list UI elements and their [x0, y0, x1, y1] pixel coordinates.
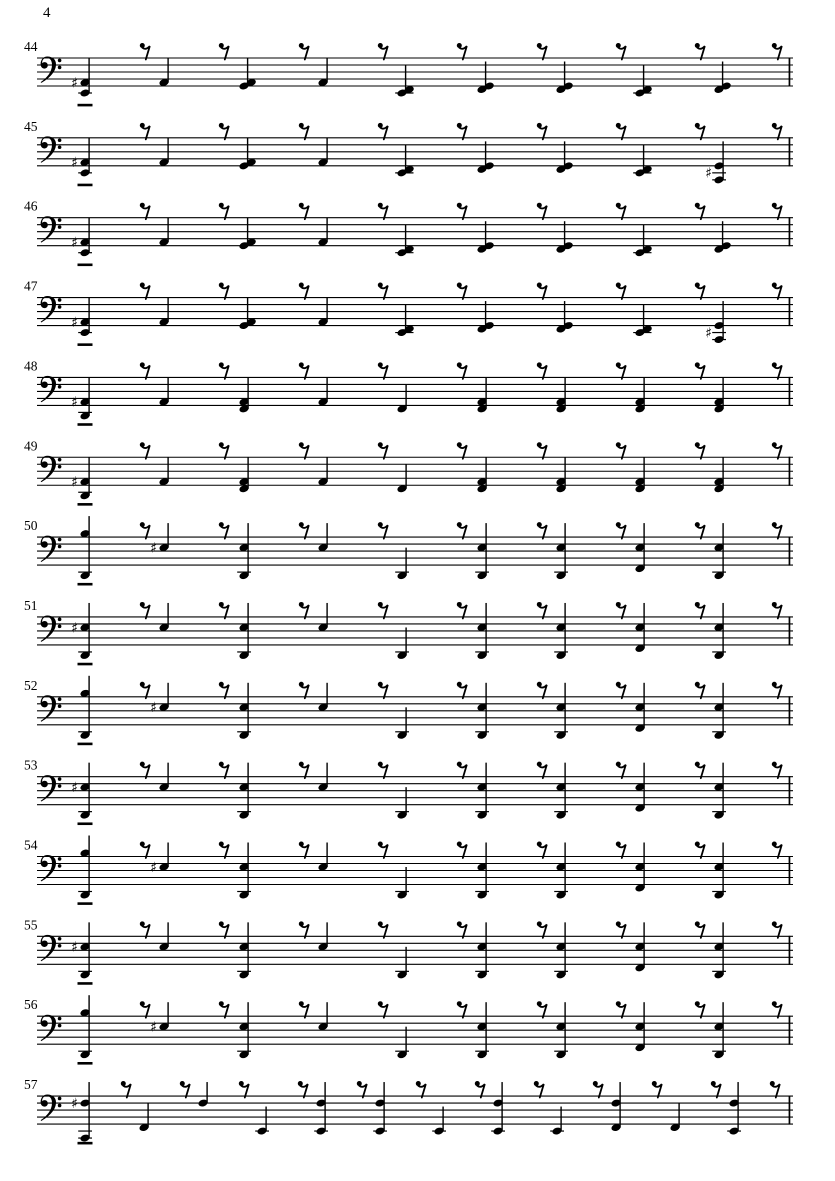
- system-56: [24, 995, 793, 1064]
- system-52: [24, 676, 793, 745]
- barline: [789, 936, 791, 965]
- eighth-rest: [140, 203, 150, 220]
- eighth-rest: [772, 522, 782, 539]
- chord-note: [635, 377, 646, 413]
- eighth-rest: [695, 123, 705, 140]
- measure-number: 49: [24, 438, 38, 454]
- eighth-rest: [457, 283, 467, 300]
- chord-note: [635, 922, 646, 972]
- eighth-rest: [616, 123, 626, 140]
- chord-note: [714, 377, 725, 413]
- eighth-rest: [616, 762, 626, 779]
- chord-note: [556, 457, 567, 493]
- eighth-rest: [219, 522, 229, 539]
- eighth-rest: [140, 682, 150, 699]
- chord-note: [714, 221, 732, 254]
- clef-dot: [58, 138, 62, 142]
- note: [432, 1107, 446, 1136]
- eighth-rest: [457, 123, 467, 140]
- eighth-rest: [180, 1081, 190, 1098]
- thick-ledger: [78, 1062, 93, 1065]
- sharp-icon: ♯: [705, 325, 712, 342]
- eighth-rest: [772, 921, 782, 938]
- eighth-rest: [652, 1081, 662, 1098]
- thick-ledger: [78, 982, 93, 985]
- eighth-rest: [416, 1081, 426, 1098]
- clef-dot: [58, 305, 62, 309]
- eighth-rest: [695, 203, 705, 220]
- barline: [789, 1016, 791, 1045]
- eighth-rest: [537, 362, 547, 379]
- eighth-rest: [695, 283, 705, 300]
- clef-dot: [58, 618, 62, 622]
- eighth-rest: [534, 1081, 544, 1098]
- eighth-rest: [121, 1081, 131, 1098]
- system-47: [24, 279, 793, 346]
- chord-note: [556, 141, 574, 174]
- sharp-icon: ♯: [71, 620, 78, 637]
- eighth-rest: [457, 602, 467, 619]
- chord-note: [556, 377, 567, 413]
- measure-number: 54: [24, 837, 38, 853]
- eighth-rest: [695, 762, 705, 779]
- sharp-icon: ♯: [71, 474, 78, 491]
- system-49: [24, 438, 793, 505]
- eighth-rest: [457, 362, 467, 379]
- clef-dot: [58, 538, 62, 542]
- eighth-rest: [695, 921, 705, 938]
- eighth-rest: [378, 362, 388, 379]
- note: [395, 947, 409, 980]
- system-54: [24, 836, 793, 905]
- note: [395, 1027, 409, 1060]
- chord-note: [314, 1082, 328, 1136]
- chord-note: [714, 457, 725, 493]
- eighth-rest: [219, 283, 229, 300]
- eighth-rest: [378, 203, 388, 220]
- system-44: [24, 39, 793, 106]
- eighth-rest: [616, 203, 626, 220]
- clef-dot: [58, 458, 62, 462]
- thick-ledger: [78, 104, 93, 107]
- eighth-rest: [239, 1081, 249, 1098]
- measure-number: 51: [24, 597, 38, 613]
- eighth-rest: [770, 1081, 780, 1098]
- eighth-rest: [299, 123, 309, 140]
- eighth-rest: [140, 43, 150, 60]
- eighth-rest: [695, 1001, 705, 1018]
- sharp-icon: ♯: [150, 540, 157, 557]
- eighth-rest: [299, 362, 309, 379]
- eighth-rest: [457, 682, 467, 699]
- eighth-rest: [537, 602, 547, 619]
- eighth-rest: [537, 842, 547, 859]
- measure-number: 47: [24, 278, 38, 294]
- system-46: [24, 199, 793, 266]
- eighth-rest: [378, 522, 388, 539]
- eighth-rest: [772, 442, 782, 459]
- sharp-icon: ♯: [705, 165, 712, 182]
- chord-note: [705, 301, 726, 344]
- chord-note: [71, 603, 92, 665]
- eighth-rest: [299, 522, 309, 539]
- eighth-rest: [299, 762, 309, 779]
- clef-dot: [58, 944, 62, 948]
- chord-note: [556, 301, 574, 334]
- sharp-icon: ♯: [150, 1019, 157, 1036]
- measure-number: 45: [24, 118, 38, 134]
- eighth-rest: [299, 43, 309, 60]
- note: [255, 1107, 269, 1136]
- clef-dot: [58, 1097, 62, 1101]
- sharp-icon: ♯: [71, 939, 78, 956]
- clef-dot: [58, 937, 62, 941]
- chord-note: [477, 221, 495, 254]
- eighth-rest: [695, 522, 705, 539]
- eighth-rest: [140, 522, 150, 539]
- chord-note: [395, 305, 414, 338]
- eighth-rest: [457, 203, 467, 220]
- eighth-rest: [299, 283, 309, 300]
- clef-dot: [58, 1024, 62, 1028]
- chord-note: [71, 922, 92, 984]
- eighth-rest: [616, 921, 626, 938]
- thick-ledger: [78, 503, 93, 506]
- note: [395, 548, 409, 581]
- measure-number: 46: [24, 198, 38, 214]
- eighth-rest: [378, 842, 388, 859]
- barline: [789, 616, 791, 645]
- chord-note: [395, 225, 414, 258]
- thick-ledger: [78, 743, 93, 746]
- clef-dot: [58, 545, 62, 549]
- chord-note: [239, 377, 250, 413]
- eighth-rest: [457, 921, 467, 938]
- thick-ledger: [78, 1142, 93, 1145]
- eighth-rest: [695, 442, 705, 459]
- eighth-rest: [772, 43, 782, 60]
- thick-ledger: [78, 902, 93, 905]
- note: [395, 787, 409, 820]
- clef-dot: [58, 145, 62, 149]
- note: [395, 627, 409, 660]
- system-55: [24, 917, 793, 984]
- sharp-icon: ♯: [71, 1095, 78, 1112]
- barline: [789, 537, 791, 566]
- eighth-rest: [357, 1081, 367, 1098]
- clef-dot: [58, 298, 62, 302]
- eighth-rest: [219, 1001, 229, 1018]
- thick-ledger: [78, 423, 93, 426]
- eighth-rest: [140, 842, 150, 859]
- eighth-rest: [772, 123, 782, 140]
- eighth-rest: [537, 522, 547, 539]
- chord-note: [635, 457, 646, 493]
- chord-note: [633, 145, 652, 178]
- barline: [789, 297, 791, 326]
- eighth-rest: [695, 842, 705, 859]
- note: [198, 1082, 209, 1108]
- eighth-rest: [299, 442, 309, 459]
- thick-ledger: [78, 663, 93, 666]
- system-53: [24, 758, 793, 825]
- eighth-rest: [616, 522, 626, 539]
- chord-note: [395, 145, 414, 178]
- eighth-rest: [695, 362, 705, 379]
- eighth-rest: [457, 522, 467, 539]
- eighth-rest: [772, 1001, 782, 1018]
- clef-dot: [58, 385, 62, 389]
- eighth-rest: [378, 602, 388, 619]
- eighth-rest: [140, 762, 150, 779]
- eighth-rest: [537, 921, 547, 938]
- barline: [789, 776, 791, 805]
- eighth-rest: [537, 442, 547, 459]
- eighth-rest: [457, 842, 467, 859]
- chord-note: [705, 141, 726, 184]
- eighth-rest: [140, 283, 150, 300]
- chord-note: [635, 603, 646, 653]
- eighth-rest: [772, 203, 782, 220]
- eighth-rest: [772, 762, 782, 779]
- sharp-icon: ♯: [71, 314, 78, 331]
- chord-note: [633, 65, 652, 98]
- eighth-rest: [219, 602, 229, 619]
- sharp-icon: ♯: [150, 859, 157, 876]
- measure-number: 44: [24, 39, 38, 54]
- measure-number: 55: [24, 917, 38, 933]
- clef-dot: [58, 66, 62, 70]
- chord-note: [477, 301, 495, 334]
- clef-dot: [58, 697, 62, 701]
- eighth-rest: [616, 442, 626, 459]
- eighth-rest: [772, 602, 782, 619]
- clef-dot: [58, 784, 62, 788]
- clef-dot: [58, 1104, 62, 1108]
- eighth-rest: [378, 762, 388, 779]
- clef-dot: [58, 465, 62, 469]
- system-57: [24, 1077, 793, 1144]
- clef-dot: [58, 704, 62, 708]
- thick-ledger: [78, 184, 93, 187]
- eighth-rest: [537, 1001, 547, 1018]
- eighth-rest: [219, 43, 229, 60]
- eighth-rest: [537, 762, 547, 779]
- eighth-rest: [772, 682, 782, 699]
- clef-dot: [58, 59, 62, 63]
- sharp-icon: ♯: [150, 700, 157, 717]
- chord-note: [556, 62, 574, 95]
- eighth-rest: [219, 362, 229, 379]
- sharp-icon: ♯: [71, 394, 78, 411]
- system-48: [24, 358, 793, 425]
- eighth-rest: [378, 43, 388, 60]
- chord-note: [477, 141, 495, 174]
- clef-dot: [58, 625, 62, 629]
- sharp-icon: ♯: [71, 75, 78, 92]
- eighth-rest: [616, 842, 626, 859]
- measure-number: 52: [24, 677, 38, 693]
- note: [395, 707, 409, 740]
- eighth-rest: [378, 921, 388, 938]
- barline: [789, 1096, 791, 1125]
- barline: [789, 217, 791, 246]
- eighth-rest: [695, 43, 705, 60]
- clef-dot: [58, 857, 62, 861]
- clef-dot: [58, 378, 62, 382]
- eighth-rest: [475, 1081, 485, 1098]
- eighth-rest: [299, 682, 309, 699]
- barline: [789, 137, 791, 166]
- barline: [789, 58, 791, 87]
- eighth-rest: [140, 602, 150, 619]
- chord-note: [611, 1082, 622, 1132]
- clef-dot: [58, 1017, 62, 1021]
- measure-number: 53: [24, 757, 38, 773]
- measure-number: 48: [24, 358, 38, 374]
- eighth-rest: [299, 921, 309, 938]
- chord-note: [477, 457, 488, 493]
- barline: [789, 377, 791, 406]
- chord-note: [239, 457, 250, 493]
- clef-dot: [58, 777, 62, 781]
- eighth-rest: [537, 682, 547, 699]
- eighth-rest: [378, 283, 388, 300]
- eighth-rest: [219, 203, 229, 220]
- chord-note: [477, 377, 488, 413]
- eighth-rest: [616, 1001, 626, 1018]
- eighth-rest: [537, 43, 547, 60]
- barline: [789, 856, 791, 885]
- eighth-rest: [219, 921, 229, 938]
- eighth-rest: [140, 123, 150, 140]
- eighth-rest: [219, 442, 229, 459]
- thick-ledger: [78, 343, 93, 346]
- eighth-rest: [378, 123, 388, 140]
- eighth-rest: [772, 283, 782, 300]
- eighth-rest: [695, 682, 705, 699]
- eighth-rest: [378, 1001, 388, 1018]
- clef-dot: [58, 218, 62, 222]
- eighth-rest: [537, 283, 547, 300]
- eighth-rest: [537, 123, 547, 140]
- eighth-rest: [299, 1001, 309, 1018]
- eighth-rest: [299, 203, 309, 220]
- chord-note: [373, 1082, 387, 1136]
- chord-note: [71, 1082, 92, 1144]
- barline: [789, 696, 791, 725]
- eighth-rest: [457, 43, 467, 60]
- eighth-rest: [219, 682, 229, 699]
- note: [395, 867, 409, 900]
- eighth-rest: [140, 362, 150, 379]
- chord-note: [556, 221, 574, 254]
- eighth-rest: [140, 921, 150, 938]
- eighth-rest: [457, 762, 467, 779]
- eighth-rest: [616, 682, 626, 699]
- eighth-rest: [219, 123, 229, 140]
- clef-dot: [58, 225, 62, 229]
- eighth-rest: [219, 842, 229, 859]
- eighth-rest: [616, 602, 626, 619]
- eighth-rest: [378, 442, 388, 459]
- thick-ledger: [78, 822, 93, 825]
- chord-note: [635, 843, 646, 893]
- eighth-rest: [695, 602, 705, 619]
- eighth-rest: [457, 442, 467, 459]
- note: [550, 1107, 564, 1136]
- eighth-rest: [772, 362, 782, 379]
- chord-note: [635, 763, 646, 813]
- sharp-icon: ♯: [71, 155, 78, 172]
- page-number: 4: [43, 5, 51, 21]
- eighth-rest: [616, 43, 626, 60]
- sharp-icon: ♯: [71, 235, 78, 251]
- chord-note: [633, 225, 652, 258]
- system-45: [24, 119, 793, 186]
- chord-note: [71, 763, 92, 825]
- chord-note: [477, 62, 495, 95]
- chord-note: [633, 305, 652, 338]
- eighth-rest: [457, 1001, 467, 1018]
- measure-number: 57: [24, 1077, 38, 1093]
- eighth-rest: [219, 762, 229, 779]
- eighth-rest: [140, 442, 150, 459]
- eighth-rest: [537, 203, 547, 220]
- eighth-rest: [616, 362, 626, 379]
- eighth-rest: [711, 1081, 721, 1098]
- chord-note: [635, 1002, 646, 1052]
- chord-note: [635, 523, 646, 573]
- chord-note: [491, 1082, 505, 1136]
- chord-note: [395, 65, 414, 98]
- system-50: [24, 516, 793, 585]
- eighth-rest: [299, 842, 309, 859]
- chord-note: [635, 683, 646, 733]
- thick-ledger: [78, 583, 93, 586]
- eighth-rest: [299, 602, 309, 619]
- eighth-rest: [616, 283, 626, 300]
- measure-number: 56: [24, 997, 38, 1013]
- system-51: [24, 598, 793, 665]
- eighth-rest: [772, 842, 782, 859]
- chord-note: [714, 62, 732, 95]
- clef-dot: [58, 864, 62, 868]
- eighth-rest: [298, 1081, 308, 1098]
- thick-ledger: [78, 264, 93, 267]
- barline: [789, 457, 791, 486]
- eighth-rest: [140, 1001, 150, 1018]
- eighth-rest: [378, 682, 388, 699]
- chord-note: [727, 1082, 741, 1136]
- sharp-icon: ♯: [71, 779, 78, 796]
- eighth-rest: [593, 1081, 603, 1098]
- measure-number: 50: [24, 518, 38, 534]
